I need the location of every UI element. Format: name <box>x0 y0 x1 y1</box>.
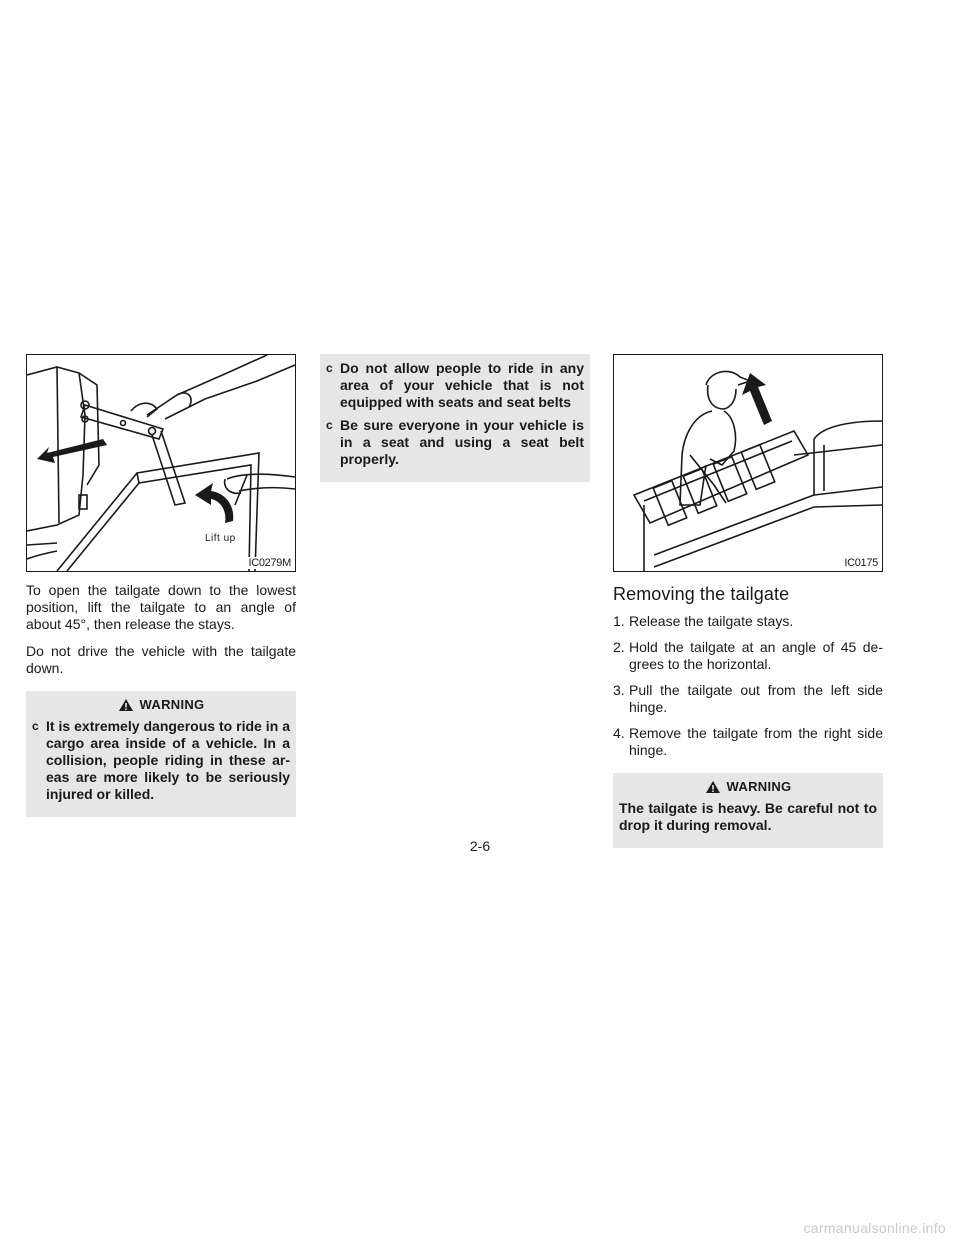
do-not-drive-paragraph: Do not drive the vehicle with the tailgate down. <box>26 643 296 676</box>
bullet-icon: c <box>326 361 333 375</box>
tailgate-removal-drawing <box>614 355 882 571</box>
bullet-icon: c <box>326 418 333 432</box>
left-column <box>26 354 296 817</box>
list-item <box>613 639 883 673</box>
section-heading: Removing the tailgate <box>613 584 790 604</box>
step-text: Pull the tailgate out from the left side hinge. <box>629 682 883 715</box>
warning-triangle-icon <box>705 780 721 794</box>
right-column <box>613 354 883 848</box>
tailgate-removal-illustration <box>613 354 883 572</box>
removal-steps-list <box>613 613 883 759</box>
warning-heading <box>619 779 877 794</box>
warning-title: WARNING <box>726 779 792 794</box>
step-number: 3. <box>613 682 625 698</box>
warning-item <box>619 800 877 834</box>
warning-text: The tailgate is heavy. Be careful not to drop it during removal. <box>619 800 877 833</box>
page-number: 2-6 <box>469 838 491 854</box>
step-text: Release the tailgate stays. <box>629 613 794 629</box>
step-text: Hold the tailgate at an angle of 45 de-grees to the horizontal. <box>629 639 883 672</box>
lift-up-label: Lift up <box>205 533 236 544</box>
warning-item <box>326 417 584 468</box>
figure-code-left: IC0279M <box>248 557 291 569</box>
tailgate-stay-drawing <box>27 355 295 571</box>
middle-column <box>320 354 590 482</box>
tailgate-open-paragraph: To open the tailgate down to the lowest position, lift the tailgate to an angle of about 45°, then release the stays. <box>26 582 296 632</box>
figure-code-right: IC0175 <box>844 557 878 569</box>
step-number: 2. <box>613 639 625 655</box>
warning-text: Do not allow people to ride in any area of your vehicle that is not equipped with seats and seat belts <box>340 360 584 410</box>
bullet-icon: c <box>32 719 39 733</box>
warning-item <box>32 718 290 803</box>
warning-box-heavy <box>613 773 883 848</box>
step-number: 4. <box>613 725 625 741</box>
tailgate-stay-illustration <box>26 354 296 572</box>
step-text: Remove the tailgate from the right side hinge. <box>629 725 883 758</box>
warning-text: Be sure everyone in your vehicle is in a seat and using a seat belt properly. <box>340 417 584 467</box>
list-item <box>613 682 883 716</box>
warning-triangle-icon <box>118 698 134 712</box>
warning-title: WARNING <box>139 697 205 712</box>
warning-item <box>326 360 584 411</box>
watermark: carmanualsonline.info <box>803 1220 946 1236</box>
list-item <box>613 725 883 759</box>
warning-text: It is extremely dangerous to ride in a cargo area inside of a vehicle. In a collision, people riding in these ar-eas are more likely to be seriously injured or killed. <box>46 718 290 802</box>
list-item <box>613 613 883 630</box>
warning-box-cargo <box>26 691 296 817</box>
step-number: 1. <box>613 613 625 629</box>
warning-heading <box>32 697 290 712</box>
warning-box-continued <box>320 354 590 482</box>
